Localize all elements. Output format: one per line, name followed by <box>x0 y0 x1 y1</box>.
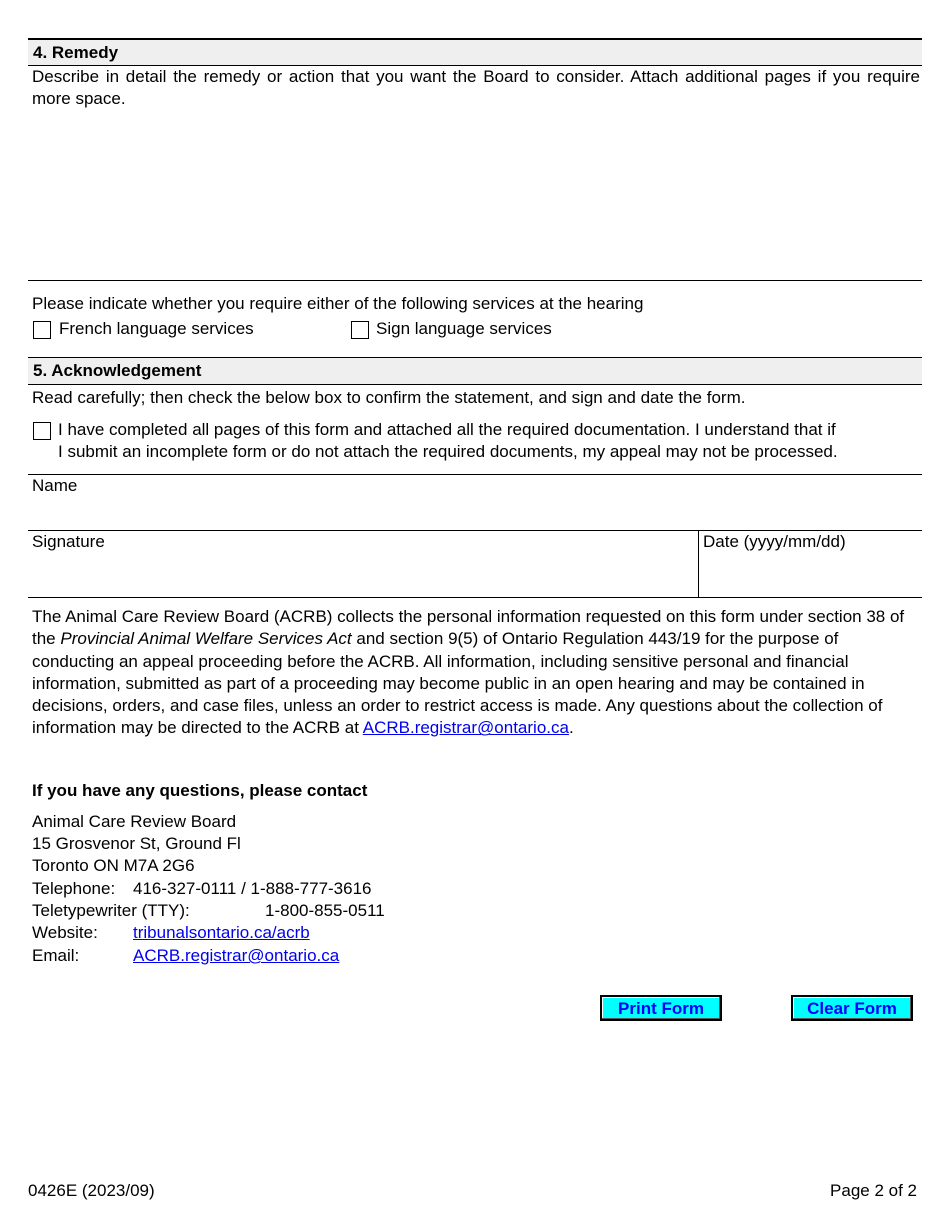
contact-heading: If you have any questions, please contact <box>32 781 368 800</box>
french-language-checkbox[interactable] <box>33 321 51 339</box>
divider <box>698 530 699 598</box>
name-field[interactable] <box>30 498 920 528</box>
telephone-value: 416-327-0111 / 1-888-777-3616 <box>133 879 372 898</box>
tty-label: Teletypewriter (TTY): <box>32 901 190 920</box>
contact-org: Animal Care Review Board <box>32 812 237 831</box>
acknowledgement-section-header: 5. Acknowledgement <box>28 357 922 385</box>
divider <box>28 597 922 598</box>
clear-form-button[interactable]: Clear Form <box>791 995 913 1021</box>
date-label: Date (yyyy/mm/dd) <box>703 532 846 551</box>
privacy-text-part1: The Animal Care Review Board (ACRB) collects the personal information requested on this form under section 38 of the <box>32 607 905 649</box>
date-field[interactable] <box>701 554 920 596</box>
remedy-section-header: 4. Remedy <box>28 38 922 66</box>
contact-street: 15 Grosvenor St, Ground Fl <box>32 834 241 853</box>
form-code: 0426E (2023/09) <box>28 1181 155 1200</box>
acknowledgement-checkbox[interactable] <box>33 422 51 440</box>
sign-language-label: Sign language services <box>376 319 552 338</box>
email-link[interactable]: ACRB.registrar@ontario.ca <box>133 946 340 965</box>
sign-language-checkbox[interactable] <box>351 321 369 339</box>
remedy-instructions: Describe in detail the remedy or action that you want the Board to consider. Attach additional pages if you require more space. <box>32 67 920 108</box>
act-name: Provincial Animal Welfare Services Act <box>60 629 352 649</box>
website-link[interactable]: tribunalsontario.ca/acrb <box>133 923 310 942</box>
page-number: Page 2 of 2 <box>830 1181 917 1200</box>
print-form-button[interactable]: Print Form <box>600 995 722 1021</box>
remedy-text-field[interactable] <box>30 112 920 278</box>
privacy-text-part2: and section 9(5) of Ontario Regulation 443/19 for the purpose of conducting an appeal proceeding before the ACRB. All information, including sensitive personal and financial information, submitted as part of a proceeding may become public in an open hearing and may be contained in decisions, orders, and case files, unless an order to restrict access is made. Any questions about the collection of information may be directed to the ACRB at <box>32 629 883 738</box>
privacy-period: . <box>568 718 574 738</box>
email-label: Email: <box>32 946 80 965</box>
divider <box>28 474 922 475</box>
acknowledgement-statement-line1: I have completed all pages of this form and attached all the required documentation. I understand that if <box>58 420 836 439</box>
services-prompt: Please indicate whether you require either of the following services at the hearing <box>32 294 644 313</box>
divider <box>28 280 922 281</box>
acknowledgement-instructions: Read carefully; then check the below box to confirm the statement, and sign and date the form. <box>32 388 746 407</box>
website-label: Website: <box>32 923 98 942</box>
signature-field[interactable] <box>30 554 696 596</box>
signature-label: Signature <box>32 532 105 551</box>
name-label: Name <box>32 476 78 495</box>
privacy-email-link[interactable]: ACRB.registrar@ontario.ca <box>362 718 569 738</box>
tty-value: 1-800-855-0511 <box>265 901 385 920</box>
contact-city: Toronto ON M7A 2G6 <box>32 856 195 875</box>
french-language-label: French language services <box>59 319 254 338</box>
acknowledgement-statement-line2: I submit an incomplete form or do not attach the required documents, my appeal may not be processed. <box>58 442 838 461</box>
privacy-notice <box>32 606 917 740</box>
telephone-label: Telephone: <box>32 879 116 898</box>
